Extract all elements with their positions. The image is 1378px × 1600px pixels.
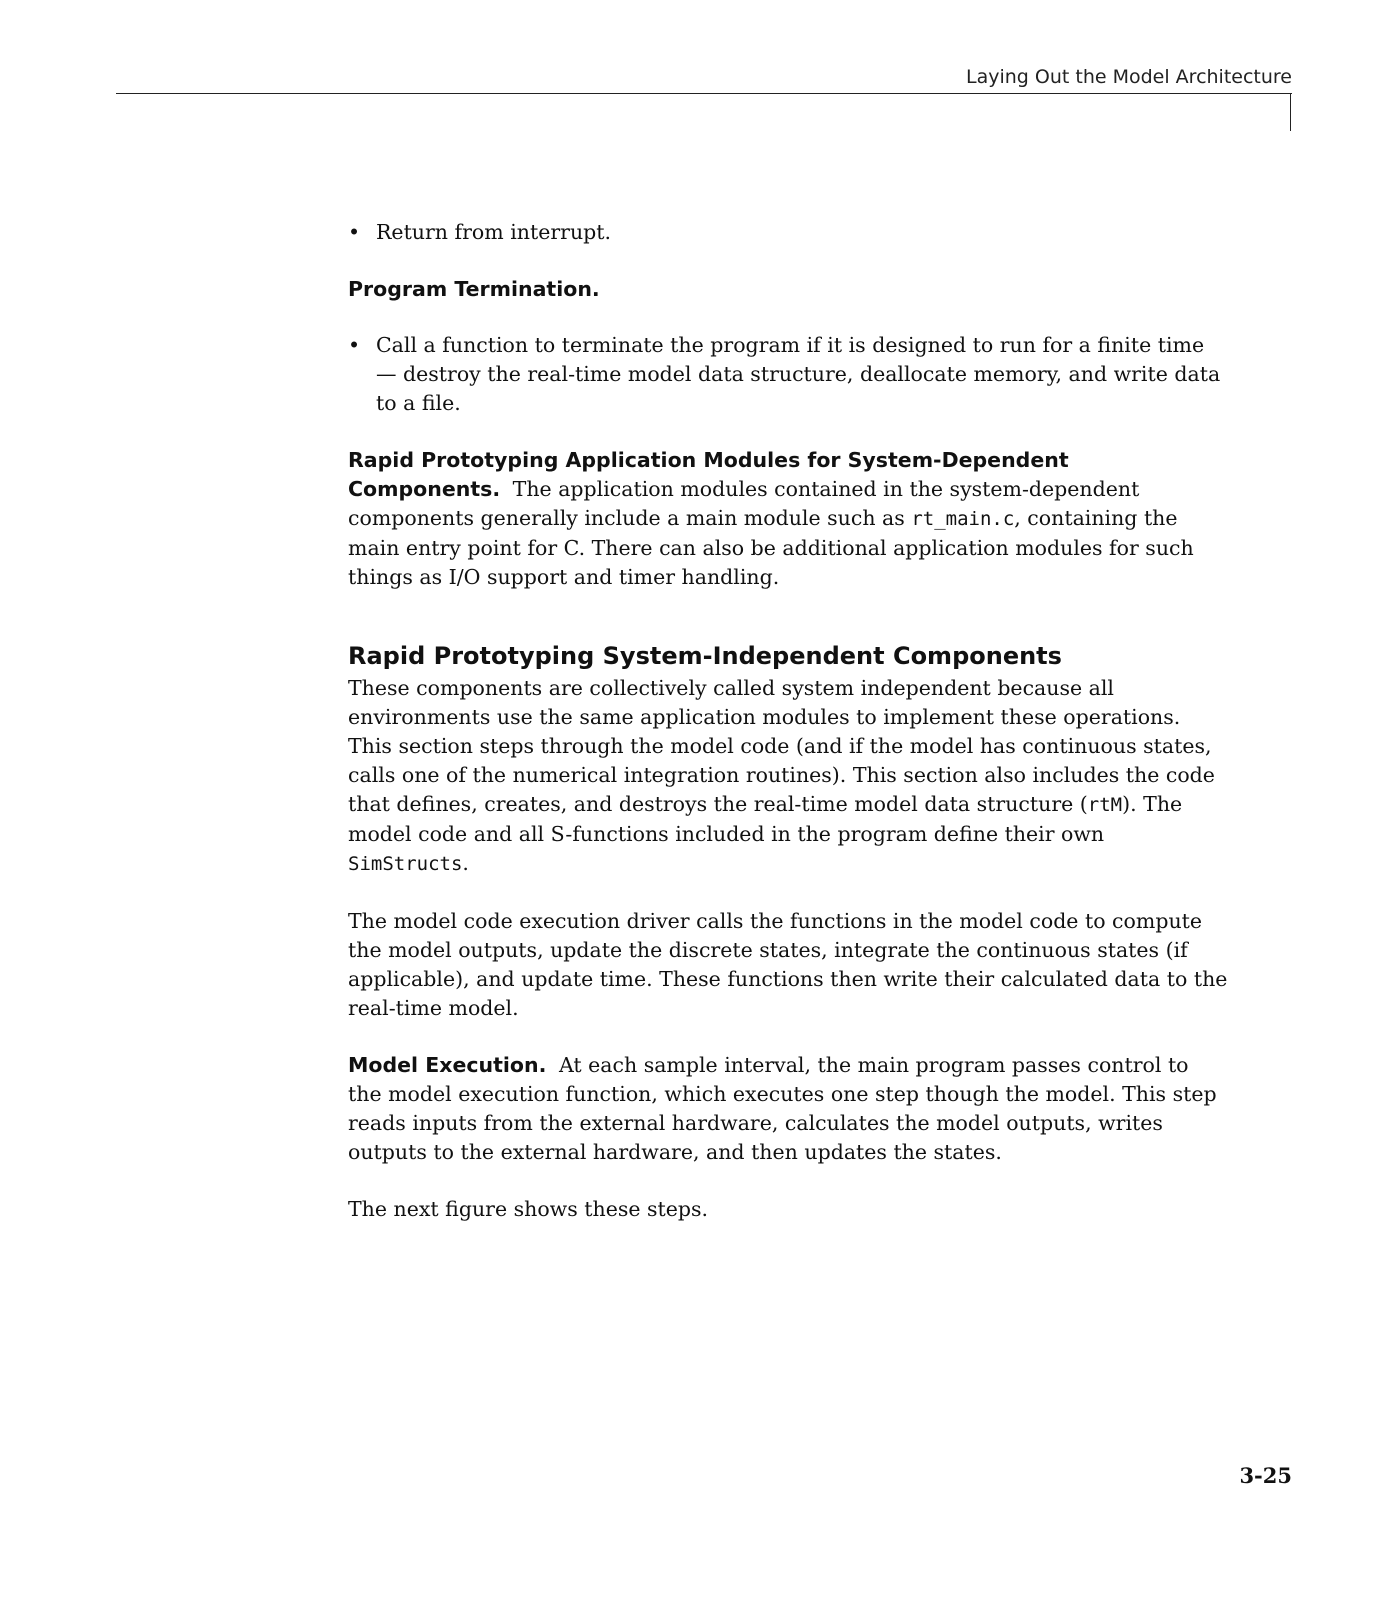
closing-paragraph: The next figure shows these steps. — [348, 1197, 709, 1221]
bullet-marker: • — [348, 333, 361, 357]
rapid-app-modules-text-1: The application modules contained in the system-dependent components generally include a main module such as — [348, 477, 1140, 530]
code-simstructs: SimStructs — [348, 853, 463, 875]
bullet-item-terminate-program — [348, 331, 1228, 418]
page-number: 3-25 — [1239, 1463, 1292, 1488]
header-corner-tick — [1290, 93, 1291, 131]
model-execution-paragraph — [348, 1051, 1228, 1167]
header-rule — [116, 93, 1292, 94]
system-independent-paragraph-2: The model code execution driver calls the functions in the model code to compute the model outputs, update the discrete states, integrate the continuous states (if applicable), and update time. These functions then write their calculated data to the real-time model. — [348, 909, 1228, 1020]
system-independent-text-b: ). The model code and all S-functions included in the program define their own — [348, 792, 1183, 846]
code-rtm: rtM — [1087, 794, 1123, 816]
bullet-text: Call a function to terminate the program if it is designed to run for a finite time — destroy the real-time model data structure, deallocate memory, and write data to a file. — [376, 333, 1221, 415]
program-termination-heading: Program Termination. — [348, 277, 600, 301]
bullet-marker: • — [348, 220, 361, 244]
bullet-text: Return from interrupt. — [376, 220, 612, 244]
system-independent-text-c: . — [462, 851, 469, 875]
model-execution-runin-heading: Model Execution. — [348, 1053, 547, 1077]
system-independent-paragraph-1 — [348, 674, 1228, 879]
code-rt-main: rt_main.c — [911, 508, 1015, 530]
model-execution-text: At each sample interval, the main program passes control to the model execution function, which executes one step though the model. This step reads inputs from the external hardware, calculates the model outputs, writes outputs to the external hardware, and then updates the states. — [348, 1053, 1217, 1164]
page-body — [348, 218, 1228, 1252]
system-independent-text-a: These components are collectively called system independent because all environments use the same application modules to implement these operations. This section steps through the model code (and if the model has continuous states, calls one of the numerical integration routines). This section also includes the code that defines, creates, and destroys the real-time model data structure ( — [348, 676, 1215, 816]
system-independent-section-heading: Rapid Prototyping System-Independent Components — [348, 642, 1062, 670]
rapid-app-modules-text-2: , containing the main entry point for C. There can also be additional application modules for such things as I/O support and timer handling. — [348, 506, 1194, 589]
rapid-app-modules-runin-heading: Rapid Prototyping Application Modules for System-Dependent Components. — [348, 448, 1069, 501]
bullet-item-return-from-interrupt — [348, 218, 1228, 247]
running-header-title: Laying Out the Model Architecture — [965, 66, 1292, 88]
rapid-app-modules-paragraph — [348, 446, 1228, 592]
